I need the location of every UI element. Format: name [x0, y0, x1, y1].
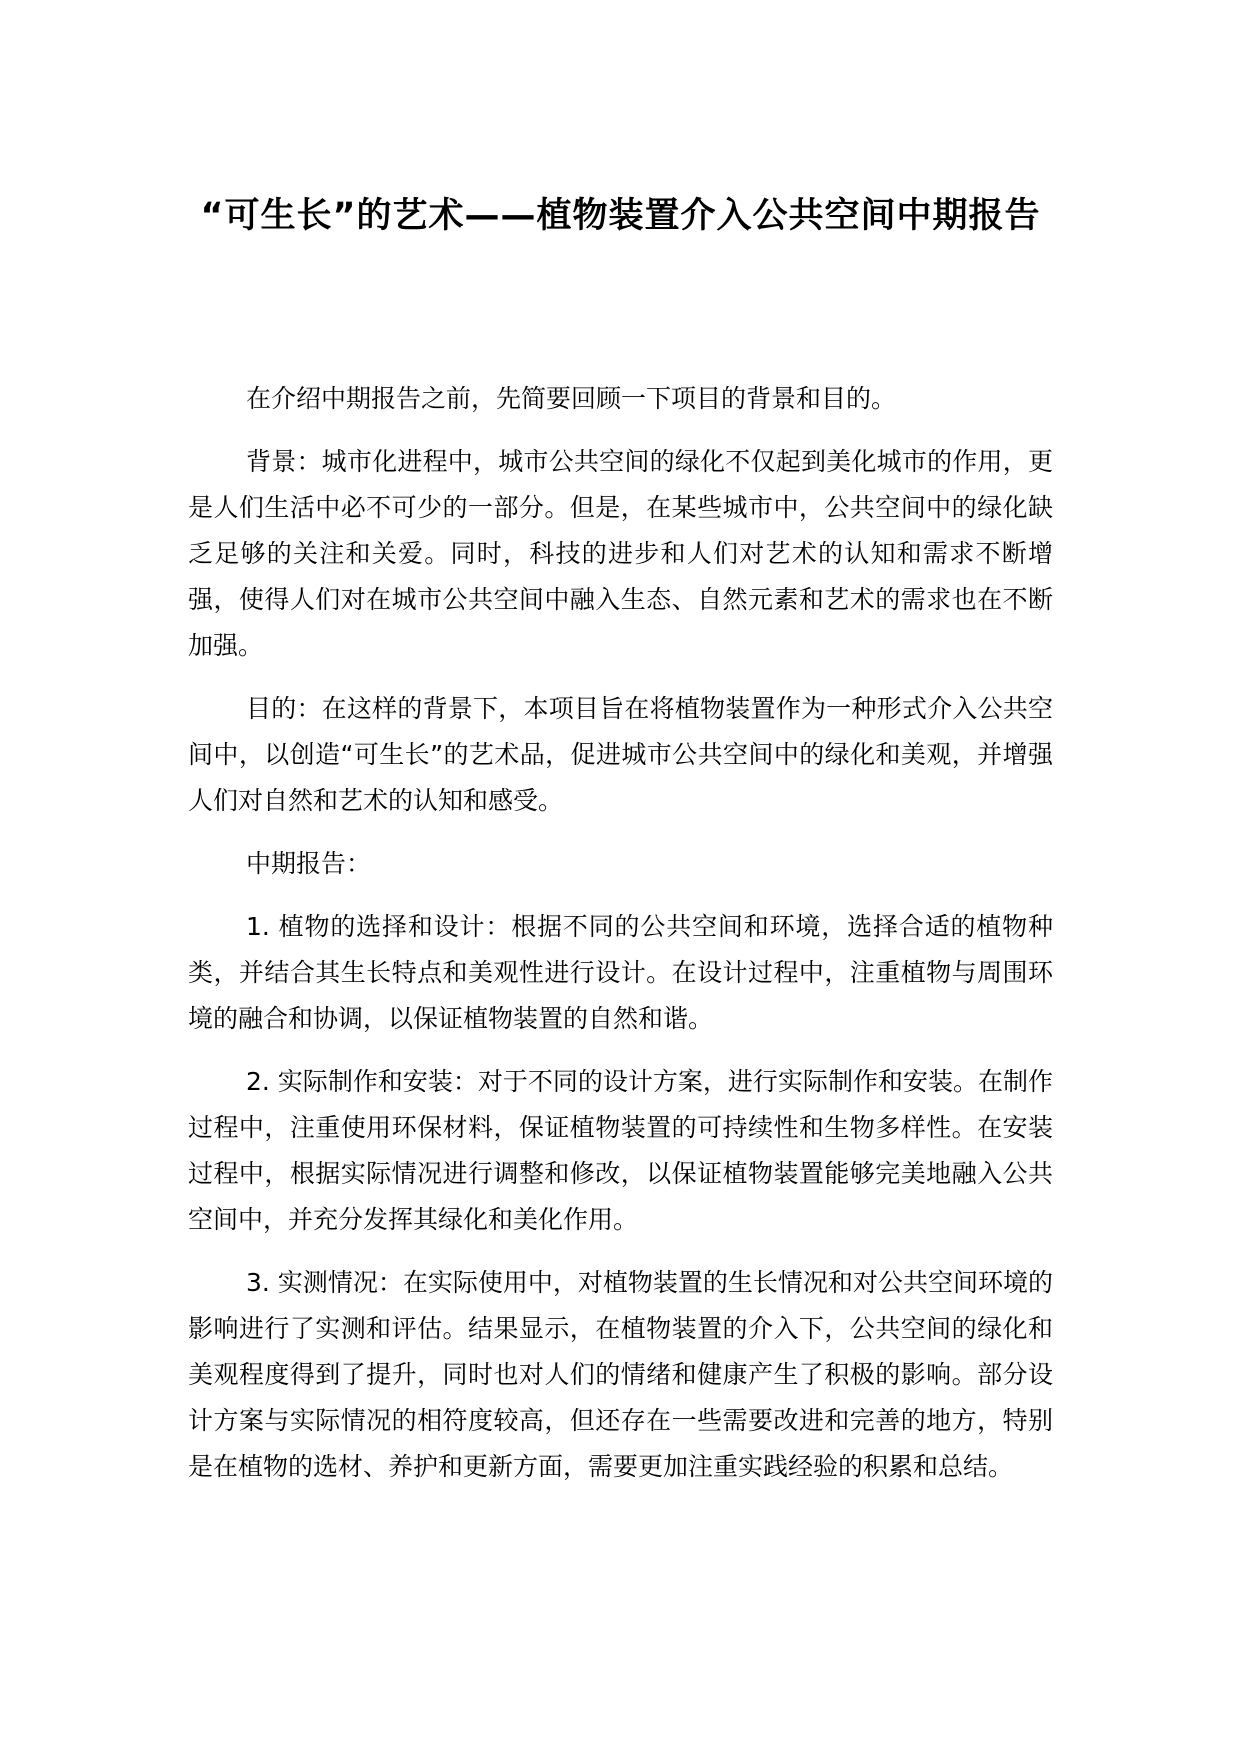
- paragraph-intro: 在介绍中期报告之前，先简要回顾一下项目的背景和目的。: [246, 384, 897, 413]
- paragraph-item-3: 3. 实测情况：在实际使用中，对植物装置的生长情况和对公共空间环境的影响进行了实测和评估。结果显示，在植物装置的介入下，公共空间的绿化和美观程度得到了提升，同时也对人们的情绪和健康产生了积极的影响。部分设计方案与实际情况的相符度较高，但还存在一些需要改进和完善的地方，特别是在植物的选材、养护和更新方面，需要更加注重实践经验的积累和总结。: [188, 1268, 1053, 1481]
- paragraph-item-2: 2. 实际制作和安装：对于不同的设计方案，进行实际制作和安装。在制作过程中，注重使用环保材料，保证植物装置的可持续性和生物多样性。在安装过程中，根据实际情况进行调整和修改，以保证植物装置能够完美地融入公共空间中，并充分发挥其绿化和美化作用。: [188, 1067, 1053, 1234]
- paragraph-background: 背景：城市化进程中，城市公共空间的绿化不仅起到美化城市的作用，更是人们生活中必不可少的一部分。但是，在某些城市中，公共空间中的绿化缺乏足够的关注和关爱。同时，科技的进步和人们对艺术的认知和需求不断增强，使得人们对在城市公共空间中融入生态、自然元素和艺术的需求也在不断加强。: [188, 447, 1053, 660]
- document-title: “可生长”的艺术——植物装置介入公共空间中期报告: [200, 196, 1041, 236]
- paragraph-item-1: 1. 植物的选择和设计：根据不同的公共空间和环境，选择合适的植物种类，并结合其生长特点和美观性进行设计。在设计过程中，注重植物与周围环境的融合和协调，以保证植物装置的自然和谐。: [188, 912, 1053, 1033]
- paragraph-midterm-heading: 中期报告：: [246, 849, 372, 878]
- document-body: [188, 376, 1053, 1507]
- paragraph-purpose: 目的：在这样的背景下，本项目旨在将植物装置作为一种形式介入公共空间中，以创造“可生长”的艺术品，促进城市公共空间中的绿化和美观，并增强人们对自然和艺术的认知和感受。: [188, 694, 1053, 815]
